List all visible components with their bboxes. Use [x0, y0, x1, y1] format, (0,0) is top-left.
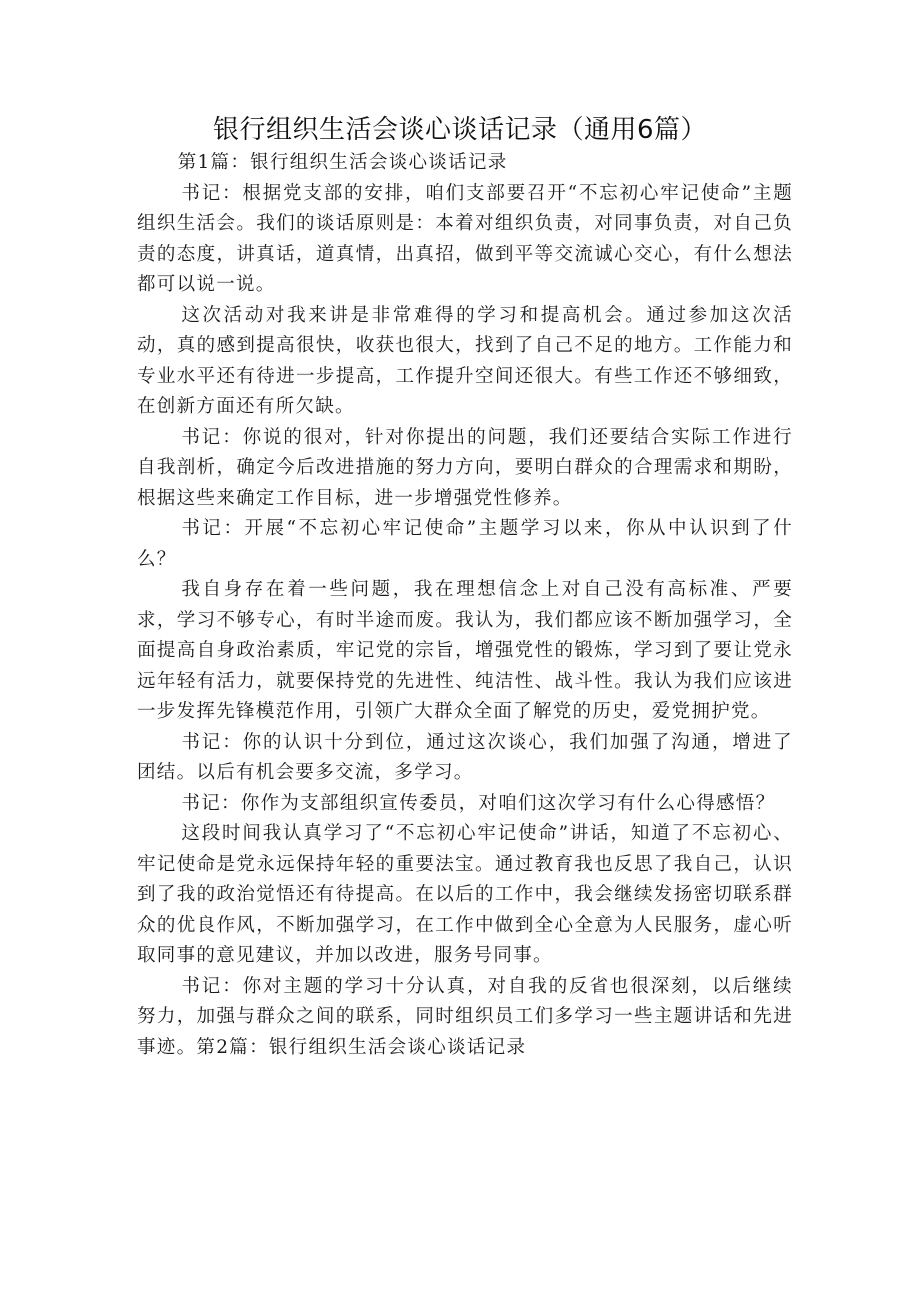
paragraph: 我自身存在着一些问题，我在理想信念上对自己没有高标准、严要求，学习不够专心，有时半途而废。我认为，我们都应该不断加强学习，全面提高自身政治素质，牢记党的宗旨，增强党性的锻炼，学习到了要让党永远年轻有活力，就要保持党的先进性、纯洁性、战斗性。我认为我们应该进一步发挥先锋模范作用，引领广大群众全面了解党的历史，爱党拥护党。: [137, 579, 793, 722]
paragraph: 书记：你作为支部组织宣传委员，对咱们这次学习有什么心得感悟？: [181, 792, 776, 814]
paragraph: 书记：根据党支部的安排，咱们支部要召开“不忘初心牢记使命”主题组织生活会。我们的谈话原则是：本着对组织负责，对同事负责，对自己负责的态度，讲真话，道真情，出真招，做到平等交流诚心交心，有什么想法都可以说一说。: [137, 182, 793, 295]
document-title: 银行组织生活会谈心谈话记录（通用6篇）: [212, 115, 708, 145]
paragraph: 这次活动对我来讲是非常难得的学习和提高机会。通过参加这次活动，真的感到提高很快，收获也很大，找到了自己不足的地方。工作能力和专业水平还有待进一步提高，工作提升空间还很大。有些工作还不够细致，在创新方面还有所欠缺。: [137, 304, 793, 417]
document-body: [137, 148, 793, 1063]
paragraph: 书记：你说的很对，针对你提出的问题，我们还要结合实际工作进行自我剖析，确定今后改进措施的努力方向，要明白群众的合理需求和期盼，根据这些来确定工作目标，进一步增强党性修养。: [137, 426, 793, 509]
section-heading-part-1: 第1篇：银行组织生活会谈心谈话记录: [177, 152, 508, 173]
paragraph: 书记：开展“不忘初心牢记使命”主题学习以来，你从中认识到了什么？: [137, 518, 793, 570]
paragraph: 这段时间我认真学习了“不忘初心牢记使命”讲话，知道了不忘初心、牢记使命是党永远保持年轻的重要法宝。通过教育我也反思了我自己，认识到了我的政治觉悟还有待提高。在以后的工作中，我会继续发扬密切联系群众的优良作风，不断加强学习，在工作中做到全心全意为人民服务，虚心听取同事的意见建议，并加以改进，服务号同事。: [137, 823, 793, 966]
paragraph: 书记：你对主题的学习十分认真，对自我的反省也很深刻，以后继续努力，加强与群众之间的联系，同时组织员工们多学习一些主题讲话和先进事迹。第2篇：银行组织生活会谈心谈话记录: [137, 975, 793, 1058]
paragraph: 书记：你的认识十分到位，通过这次谈心，我们加强了沟通，增进了团结。以后有机会要多交流，多学习。: [137, 731, 793, 783]
